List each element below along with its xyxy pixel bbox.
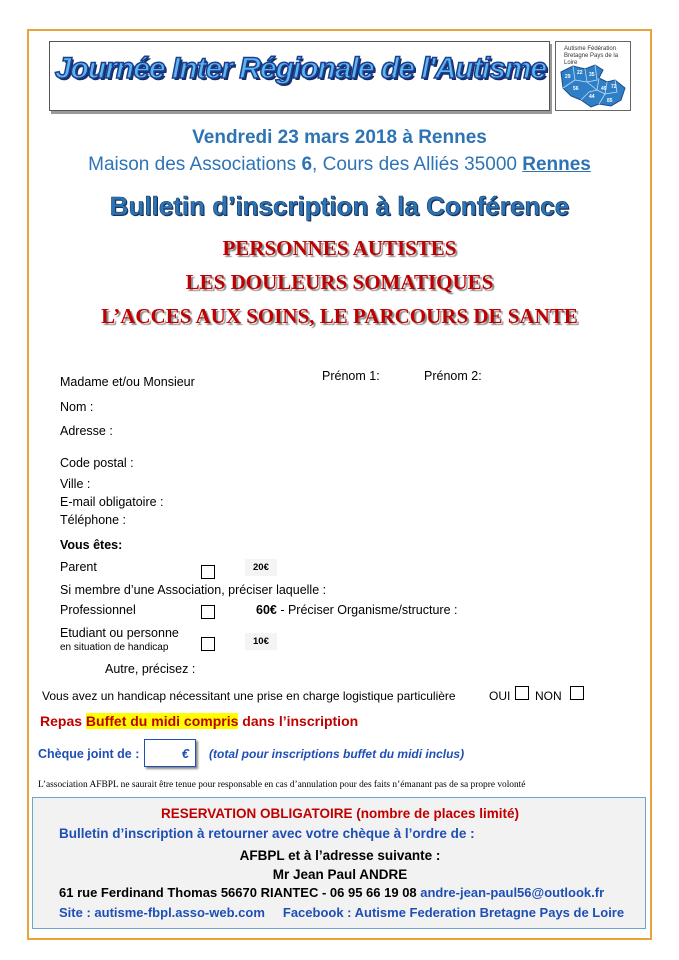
cheque-note: (total pour inscriptions buffet du midi inclus) bbox=[209, 747, 465, 761]
dept-label: 44 bbox=[589, 94, 595, 100]
etudiant-checkbox[interactable] bbox=[201, 637, 215, 651]
euro-symbol: € bbox=[181, 746, 189, 761]
conference-title-line-3: L’ACCES AUX SOINS, LE PARCOURS DE SANTE bbox=[101, 304, 578, 328]
dept-label: 53 bbox=[601, 74, 607, 80]
site-link[interactable]: Site : autisme-fbpl.asso-web.com bbox=[59, 905, 265, 920]
madame-label: Madame et/ou Monsieur bbox=[60, 375, 195, 389]
parent-price: 20€ bbox=[245, 559, 277, 576]
disclaimer: L’association AFBPL ne saurait être tenue pour responsable en cas d’annulation pour des faits n’émanant pas de sa propre volonté bbox=[38, 780, 526, 790]
event-venue: Maison des Associations 6, Cours des Alliés 35000 Rennes bbox=[88, 154, 591, 175]
web-links bbox=[33, 905, 647, 920]
event-date: Vendredi 23 mars 2018 à Rennes bbox=[192, 127, 487, 148]
cheque-label: Chèque joint de : bbox=[38, 747, 140, 761]
dept-label: 72 bbox=[611, 84, 617, 90]
telephone-label: Téléphone : bbox=[60, 513, 127, 527]
dept-label: 35 bbox=[589, 72, 595, 78]
professionnel-checkbox[interactable] bbox=[201, 605, 215, 619]
banner-title: Journée Inter Régionale de l'Autisme bbox=[54, 52, 547, 85]
email-link[interactable]: andre-jean-paul56@outlook.fr bbox=[420, 885, 605, 900]
postal-address: 61 rue Ferdinand Thomas 56670 RIANTEC - 06 95 66 19 08 andre-jean-paul56@outlook.fr bbox=[59, 885, 605, 900]
prenom1-label: Prénom 1: bbox=[322, 369, 380, 383]
code-postal-label: Code postal : bbox=[60, 456, 134, 470]
autre-label: Autre, précisez : bbox=[105, 662, 196, 676]
contact-name: Mr Jean Paul ANDRE bbox=[272, 867, 408, 882]
conference-title-line-1: PERSONNES AUTISTES bbox=[222, 236, 457, 260]
handicap-question: Vous avez un handicap nécessitant une prise en charge logistique particulière bbox=[42, 689, 456, 703]
repas-note: Repas Buffet du midi compris dans l’inscription bbox=[40, 713, 359, 729]
bulletin-title: Bulletin d’inscription à la Conférence bbox=[109, 191, 570, 221]
dept-label: 22 bbox=[577, 70, 583, 76]
etudiant-label: Etudiant ou personne bbox=[60, 626, 179, 640]
nom-label: Nom : bbox=[60, 400, 94, 414]
handicap-situation-label: en situation de handicap bbox=[60, 642, 169, 653]
membre-label: Si membre d’une Association, préciser laquelle : bbox=[60, 583, 327, 597]
dept-label: 56 bbox=[573, 86, 579, 92]
adresse-label: Adresse : bbox=[60, 424, 113, 438]
email-label: E-mail obligatoire : bbox=[60, 495, 164, 509]
contact-info-box bbox=[32, 797, 646, 929]
dept-label: 29 bbox=[565, 74, 571, 80]
etudiant-price: 10€ bbox=[245, 633, 277, 650]
professionnel-label: Professionnel bbox=[60, 603, 136, 617]
ville-label: Ville : bbox=[60, 477, 91, 491]
dept-label: 49 bbox=[601, 86, 607, 92]
professionnel-price-line: 60€ - Préciser Organisme/structure : bbox=[256, 603, 458, 617]
federation-logo bbox=[555, 41, 631, 111]
logo-text: Autisme Fédération Bretagne Pays de la Loire bbox=[564, 46, 619, 66]
non-checkbox[interactable] bbox=[570, 686, 584, 700]
facebook-link[interactable]: Facebook : Autisme Federation Bretagne Pays de Loire bbox=[282, 905, 625, 920]
cheque-amount-field[interactable] bbox=[144, 739, 196, 767]
region-map-icon bbox=[559, 60, 629, 110]
parent-label: Parent bbox=[60, 560, 97, 574]
reservation-notice: RESERVATION OBLIGATOIRE (nombre de places limité) bbox=[160, 806, 520, 821]
non-label: NON bbox=[535, 689, 562, 703]
prenom2-label: Prénom 2: bbox=[424, 369, 482, 383]
return-instructions: Bulletin d’inscription à retourner avec votre chèque à l’ordre de : bbox=[59, 826, 475, 841]
vous-etes-label: Vous êtes: bbox=[60, 538, 123, 552]
oui-label: OUI bbox=[489, 689, 511, 703]
event-banner bbox=[49, 41, 550, 111]
conference-title-line-2: LES DOULEURS SOMATIQUES bbox=[185, 270, 494, 294]
payee-line: AFBPL et à l’adresse suivante : bbox=[239, 848, 441, 863]
parent-checkbox[interactable] bbox=[201, 565, 215, 579]
dept-label: 85 bbox=[607, 98, 613, 104]
oui-checkbox[interactable] bbox=[515, 686, 529, 700]
